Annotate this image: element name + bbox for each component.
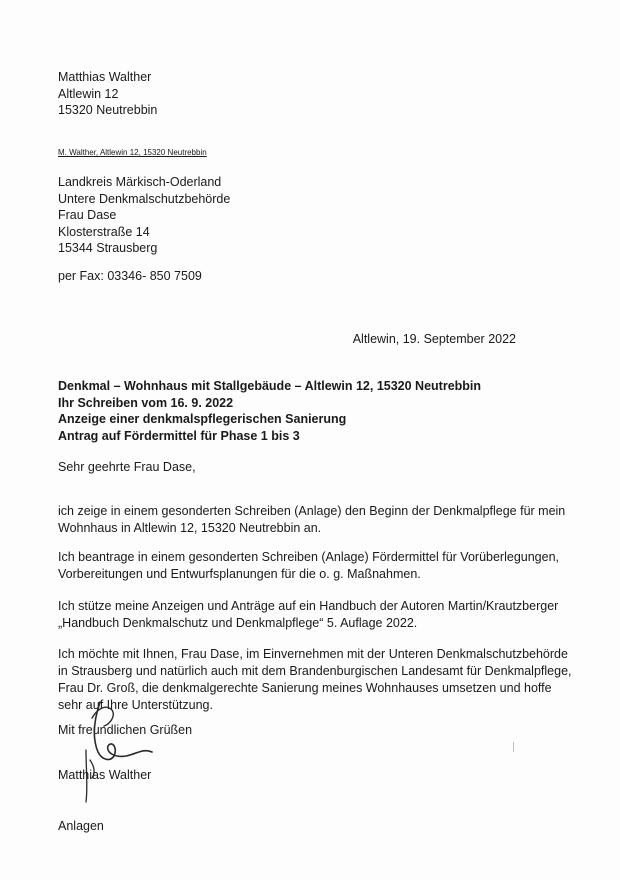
- paragraph-2-line-1: Ich beantrage in einem gesonderten Schreiben (Anlage) Fördermittel für Vorüberlegungen,: [58, 550, 560, 564]
- paragraph-3: [58, 598, 558, 632]
- subject-line-3: Anzeige einer denkmalspflegerischen Sanierung: [58, 412, 347, 426]
- paragraph-1-line-2: Wohnhaus in Altlewin 12, 15320 Neutrebbin an.: [58, 521, 322, 535]
- closing-formula: Mit freundlichen Grüßen: [58, 723, 193, 737]
- sender-address: [58, 69, 157, 119]
- sender-name: Matthias Walther: [58, 70, 152, 84]
- return-address-line: M. Walther, Altlewin 12, 15320 Neutrebbin: [58, 148, 207, 157]
- recipient-city: 15344 Strausberg: [58, 241, 158, 255]
- paragraph-3-line-2: „Handbuch Denkmalschutz und Denkmalpflege“ 5. Auflage 2022.: [58, 616, 418, 630]
- signatory-name: Matthias Walther: [58, 768, 152, 782]
- sender-city: 15320 Neutrebbin: [58, 103, 158, 117]
- recipient-address: [58, 174, 230, 257]
- fax-line: per Fax: 03346- 850 7509: [58, 269, 202, 283]
- sender-street: Altlewin 12: [58, 86, 119, 101]
- paragraph-3-line-1: Ich stütze meine Anzeigen und Anträge auf ein Handbuch der Autoren Martin/Krautzberger: [58, 599, 559, 613]
- handwritten-signature: [52, 690, 172, 810]
- paragraph-4-line-2: in Strausberg und natürlich auch mit dem Brandenburgischen Landesamt für Denkmalpflege,: [58, 664, 572, 678]
- subject-line-1: Denkmal – Wohnhaus mit Stallgebäude – Altlewin 12, 15320 Neutrebbin: [58, 379, 482, 393]
- subject-block: [58, 378, 481, 444]
- paragraph-4-line-3: Frau Dr. Groß, die denkmalgerechte Sanierung meines Wohnhauses umsetzen und hoffe: [58, 681, 552, 695]
- paragraph-4-line-4: sehr auf Ihre Unterstützung.: [58, 698, 213, 712]
- paragraph-4-line-1: Ich möchte mit Ihnen, Frau Dase, im Einvernehmen mit der Unteren Denkmalschutzbehörde: [58, 647, 568, 661]
- signature-stroke-main: [94, 702, 152, 759]
- paragraph-1-line-1: ich zeige in einem gesonderten Schreiben (Anlage) den Beginn der Denkmalpflege für mein: [58, 504, 566, 518]
- attachments-label: Anlagen: [58, 819, 104, 833]
- recipient-person: Frau Dase: [58, 208, 117, 222]
- subject-line-2: Ihr Schreiben vom 16. 9. 2022: [58, 395, 234, 410]
- scan-speck: [513, 742, 514, 752]
- salutation: Sehr geehrte Frau Dase,: [58, 460, 196, 474]
- recipient-street: Klosterstraße 14: [58, 224, 150, 239]
- paragraph-1: [58, 503, 565, 537]
- paragraph-2-line-2: Vorbereitungen und Entwurfsplanungen für die o. g. Maßnahmen.: [58, 567, 421, 581]
- recipient-department: Untere Denkmalschutzbehörde: [58, 191, 231, 206]
- recipient-office: Landkreis Märkisch-Oderland: [58, 175, 222, 189]
- subject-line-4: Antrag auf Fördermittel für Phase 1 bis 3: [58, 428, 300, 443]
- letter-date: Altlewin, 19. September 2022: [352, 332, 516, 346]
- paragraph-2: [58, 549, 559, 583]
